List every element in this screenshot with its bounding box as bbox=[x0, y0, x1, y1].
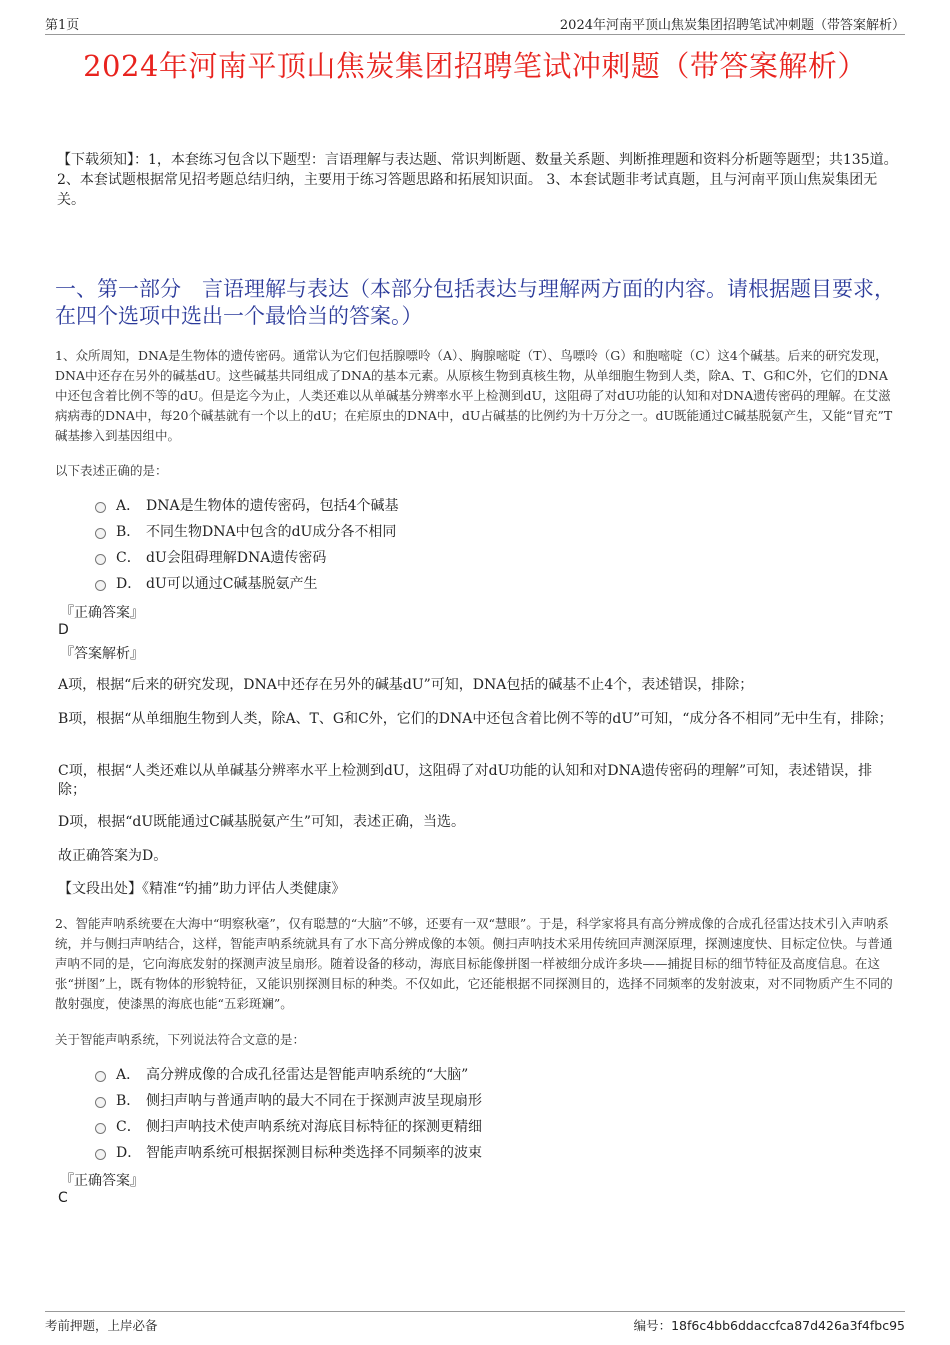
analysis-b: B项，根据“从单细胞生物到人类，除A、T、G和C外，它们的DNA中还包含着比例不等的dU”可知，“成分各不相同”无中生有，排除； bbox=[58, 711, 893, 727]
question-1-prompt: 以下表述正确的是： bbox=[55, 463, 168, 478]
radio-icon[interactable] bbox=[95, 580, 106, 591]
page-number: 第1页 bbox=[45, 18, 80, 33]
footer-slogan: 考前押题，上岸必备 bbox=[45, 1318, 158, 1333]
option-key: C． bbox=[116, 1119, 141, 1135]
correct-answer-label: 『正确答案』 bbox=[60, 605, 144, 621]
analysis-label: 『答案解析』 bbox=[60, 646, 144, 662]
option-text: 不同生物DNA中包含的dU成分各不相同 bbox=[146, 524, 397, 540]
code-label: 编号： bbox=[633, 1318, 672, 1333]
option-key: A． bbox=[116, 1067, 141, 1083]
radio-icon[interactable] bbox=[95, 528, 106, 539]
option-key: D． bbox=[116, 1145, 142, 1161]
correct-answer: D bbox=[58, 622, 69, 638]
analysis-d: D项，根据“dU既能通过C碱基脱氨产生”可知，表述正确，当选。 bbox=[58, 814, 466, 830]
option-key: B． bbox=[116, 1093, 141, 1109]
question-1-options bbox=[95, 492, 399, 596]
option-text: DNA是生物体的遗传密码，包括4个碱基 bbox=[146, 498, 399, 514]
radio-icon[interactable] bbox=[95, 1149, 106, 1160]
option-key: D． bbox=[116, 576, 142, 592]
analysis-conclusion: 故正确答案为D。 bbox=[58, 848, 168, 864]
option-c[interactable] bbox=[95, 1113, 482, 1139]
option-b[interactable] bbox=[95, 1087, 482, 1113]
question-2-prompt: 关于智能声呐系统，下列说法符合文意的是： bbox=[55, 1032, 306, 1047]
radio-icon[interactable] bbox=[95, 502, 106, 513]
question-2-options bbox=[95, 1061, 482, 1165]
option-b[interactable] bbox=[95, 518, 399, 544]
radio-icon[interactable] bbox=[95, 1123, 106, 1134]
option-key: A． bbox=[116, 498, 141, 514]
analysis-c: C项，根据“人类还难以从单碱基分辨率水平上检测到dU，这阻碍了对dU功能的认知和对DNA遗传密码的理解”可知，表述错误，排除； bbox=[58, 763, 873, 798]
page-header bbox=[45, 14, 905, 35]
analysis-a: A项，根据“后来的研究发现，DNA中还存在另外的碱基dU”可知，DNA包括的碱基不止4个，表述错误，排除； bbox=[58, 677, 754, 693]
option-text: 侧扫声呐技术使声呐系统对海底目标特征的探测更精细 bbox=[146, 1119, 482, 1135]
option-text: dU会阻碍理解DNA遗传密码 bbox=[146, 550, 327, 566]
header-doc-title: 2024年河南平顶山焦炭集团招聘笔试冲刺题（带答案解析） bbox=[559, 18, 905, 33]
correct-answer-label: 『正确答案』 bbox=[60, 1173, 144, 1189]
radio-icon[interactable] bbox=[95, 554, 106, 565]
option-d[interactable] bbox=[95, 570, 399, 596]
source-citation: 【文段出处】《精准“钓捕”助力评估人类健康》 bbox=[58, 881, 346, 897]
option-text: 智能声呐系统可根据探测目标种类选择不同频率的波束 bbox=[146, 1145, 482, 1161]
option-d[interactable] bbox=[95, 1139, 482, 1165]
radio-icon[interactable] bbox=[95, 1097, 106, 1108]
section-title: 一、第一部分 言语理解与表达（本部分包括表达与理解两方面的内容。请根据题目要求，在四个选项中选出一个最恰当的答案。） bbox=[55, 277, 895, 328]
page-title: 2024年河南平顶山焦炭集团招聘笔试冲刺题（带答案解析） bbox=[83, 49, 867, 83]
footer-code bbox=[634, 1316, 905, 1334]
question-2-text: 2、智能声呐系统要在大海中“明察秋毫”，仅有聪慧的“大脑”不够，还要有一双“慧眼”。于是，科学家将具有高分辨成像的合成孔径雷达技术引入声呐系统，并与侧扫声呐结合，这样，智能声呐系统就具有了水下高分辨成像的本领。侧扫声呐技术采用传统回声测深原理，探测速度快、目标定位快。与普通声呐不同的是，它向海底发射的探测声波呈扇形。随着设备的移动，海底目标能像拼图一样被细分成许多块——捕捉目标的细节特征及高度信息。在这张“拼图”上，既有物体的形貌特征，又能识别探测目标的种类。不仅如此，它还能根据不同探测目的，选择不同频率的发射波束，对不同物质产生不同的散射强度，使漆黑的海底也能“五彩斑斓”。 bbox=[55, 916, 893, 1011]
option-key: B． bbox=[116, 524, 141, 540]
option-c[interactable] bbox=[95, 544, 399, 570]
code-value: 18f6c4bb6ddaccfca87d426a3f4fbc95 bbox=[671, 1318, 905, 1333]
option-key: C． bbox=[116, 550, 141, 566]
question-1-text: 1、众所周知，DNA是生物体的遗传密码。通常认为它们包括腺嘌呤（A）、胸腺嘧啶（T）、鸟嘌呤（G）和胞嘧啶（C）这4个碱基。后来的研究发现，DNA中还存在另外的碱基dU。这些碱基共同组成了DNA的基本元素。从原核生物到真核生物，从单细胞生物到人类，除A、T、G和C外，它们的DNA中还包含着比例不等的dU。但是迄今为止，人类还难以从单碱基分辨率水平上检测到dU，这阻碍了对dU功能的认知和对DNA遗传密码的理解。在艾滋病病毒的DNA中，每20个碱基就有一个以上的dU；在疟原虫的DNA中，dU占碱基的比例约为十万分之一。dU既能通过C碱基脱氨产生，又能“冒充”T碱基掺入到基因组中。 bbox=[55, 348, 893, 443]
radio-icon[interactable] bbox=[95, 1071, 106, 1082]
option-text: 高分辨成像的合成孔径雷达是智能声呐系统的“大脑” bbox=[146, 1067, 469, 1083]
correct-answer: C bbox=[58, 1190, 68, 1206]
page-footer bbox=[45, 1311, 905, 1336]
option-a[interactable] bbox=[95, 492, 399, 518]
download-notice: 【下载须知】：1，本套练习包含以下题型：言语理解与表达题、常识判断题、数量关系题、判断推理题和资料分析题等题型；共135道。 2、本套试题根据常见招考题总结归纳，主要用于练习答题思路和拓展知识面。 3、本套试题非考试真题，且与河南平顶山焦炭集团无关。 bbox=[57, 152, 898, 208]
option-text: 侧扫声呐与普通声呐的最大不同在于探测声波呈现扇形 bbox=[146, 1093, 482, 1109]
option-a[interactable] bbox=[95, 1061, 482, 1087]
option-text: dU可以通过C碱基脱氨产生 bbox=[146, 576, 318, 592]
